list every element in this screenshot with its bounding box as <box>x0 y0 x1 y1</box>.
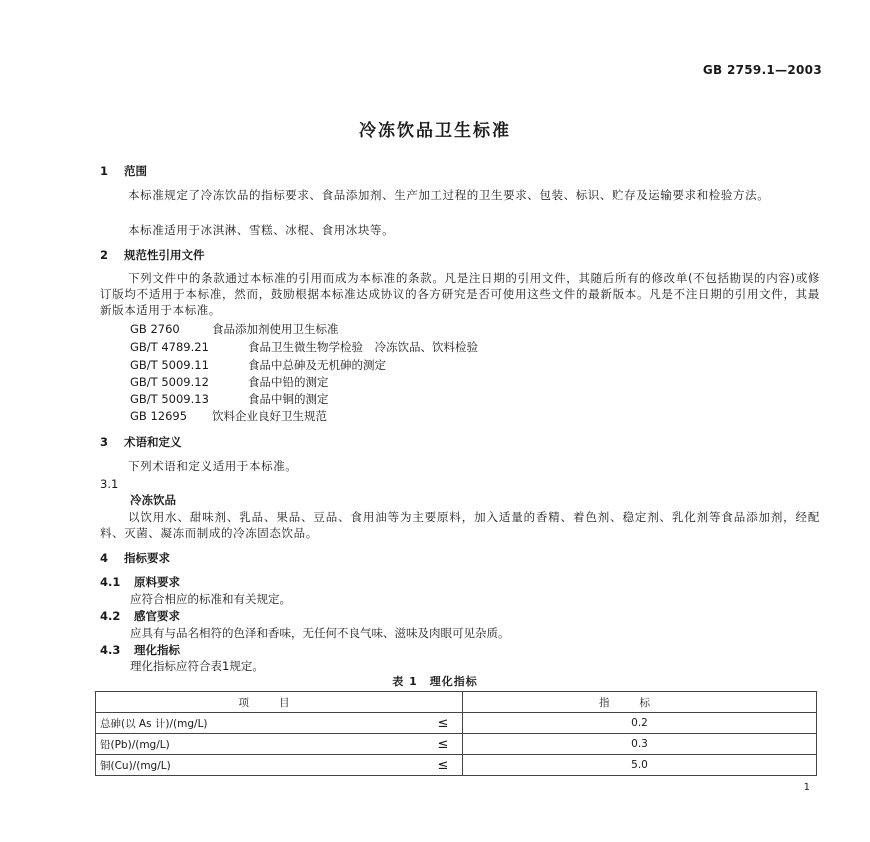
subsection-4-2-text: 应具有与品名相符的色泽和香味，无任何不良气味、滋味及肉眼可见杂质。 <box>130 626 510 640</box>
reference-title: 食品中铜的测定 <box>248 392 329 406</box>
table-cell-operator: ≤ <box>424 734 463 755</box>
section-title: 范围 <box>124 164 147 178</box>
reference-title: 饮料企业良好卫生规范 <box>212 409 327 423</box>
table-cell-value: 5.0 <box>463 755 817 776</box>
section-1-heading <box>100 163 147 179</box>
table-row <box>96 755 817 776</box>
section-4-heading <box>100 550 170 566</box>
page-title: 冷冻饮品卫生标准 <box>359 121 511 141</box>
reference-item <box>130 339 478 355</box>
table-cell-operator: ≤ <box>424 755 463 776</box>
subsection-title: 原料要求 <box>134 575 180 589</box>
reference-title: 食品添加剂使用卫生标准 <box>212 322 339 336</box>
subsection-4-3-text: 理化指标应符合表1规定。 <box>130 659 264 673</box>
subsection-title: 理化指标 <box>134 643 180 657</box>
table-caption: 表 1 理化指标 <box>392 675 478 688</box>
section-number: 1 <box>100 164 109 178</box>
reference-title: 食品中总砷及无机砷的测定 <box>248 358 386 372</box>
section-number: 3 <box>100 435 109 449</box>
column-header-value: 指标 <box>463 692 817 713</box>
table-cell-item: 铅(Pb)/(mg/L) <box>96 734 425 755</box>
table-cell-item: 总砷(以 As 计)/(mg/L) <box>96 713 425 734</box>
reference-item <box>130 357 386 373</box>
reference-title: 食品卫生微生物学检验 冷冻饮品、饮料检验 <box>248 340 478 354</box>
column-header-item: 项目 <box>96 692 463 713</box>
section-number: 4 <box>100 551 109 565</box>
subsection-4-3-heading <box>100 642 180 658</box>
subsection-number: 3.1 <box>100 477 119 491</box>
reference-code: GB/T 4789.21 <box>130 340 209 354</box>
reference-code: GB/T 5009.13 <box>130 392 209 406</box>
reference-item <box>130 391 329 407</box>
section-1-paragraph-1: 本标准规定了冷冻饮品的指标要求、食品添加剂、生产加工过程的卫生要求、包装、标识、贮存及运输要求和检验方法。 <box>128 188 770 202</box>
reference-code: GB/T 5009.12 <box>130 375 209 389</box>
subsection-number: 4.3 <box>100 643 121 657</box>
standard-code: GB 2759.1—2003 <box>702 63 822 77</box>
subsection-number: 4.2 <box>100 609 121 623</box>
reference-code: GB 2760 <box>130 322 180 336</box>
term-name: 冷冻饮品 <box>130 493 176 507</box>
section-title: 术语和定义 <box>124 435 182 449</box>
table-cell-operator: ≤ <box>424 713 463 734</box>
table-cell-value: 0.2 <box>463 713 817 734</box>
subsection-4-1-heading <box>100 574 180 590</box>
section-2-paragraph-1: 下列文件中的条款通过本标准的引用而成为本标准的条款。凡是注日期的引用文件，其随后所有的修改单(不包括勘误的内容)或修订版均不适用于本标准，然而，鼓励根据本标准达成协议的各方研究是否可使用这些文件的最新版本。凡是不注日期的引用文件，其最新版本适用于本标准。 <box>100 271 820 317</box>
reference-title: 食品中铅的测定 <box>248 375 329 389</box>
table-header-row <box>96 692 817 713</box>
reference-item <box>130 374 329 390</box>
term-definition: 以饮用水、甜味剂、乳品、果品、豆品、食用油等为主要原料，加入适量的香精、着色剂、稳定剂、乳化剂等食品添加剂，经配料、灭菌、凝冻而制成的冷冻固态饮品。 <box>100 510 820 540</box>
reference-code: GB/T 5009.11 <box>130 358 209 372</box>
subsection-4-2-heading <box>100 608 180 624</box>
section-title: 规范性引用文件 <box>124 248 205 262</box>
reference-code: GB 12695 <box>130 409 188 423</box>
reference-item <box>130 408 327 424</box>
table-row <box>96 734 817 755</box>
table-cell-item: 铜(Cu)/(mg/L) <box>96 755 425 776</box>
physicochemical-table <box>95 691 817 776</box>
reference-item <box>130 321 339 337</box>
section-3-paragraph-1: 下列术语和定义适用于本标准。 <box>128 459 298 473</box>
subsection-number: 4.1 <box>100 575 121 589</box>
section-title: 指标要求 <box>124 551 170 565</box>
table-cell-value: 0.3 <box>463 734 817 755</box>
table-row <box>96 713 817 734</box>
subsection-title: 感官要求 <box>134 609 180 623</box>
section-1-paragraph-2: 本标准适用于冰淇淋、雪糕、冰棍、食用冰块等。 <box>128 223 395 237</box>
section-3-heading <box>100 434 182 450</box>
section-number: 2 <box>100 248 109 262</box>
subsection-4-1-text: 应符合相应的标准和有关规定。 <box>130 592 291 606</box>
section-2-heading <box>100 247 205 263</box>
page-number: 1 <box>803 782 810 793</box>
